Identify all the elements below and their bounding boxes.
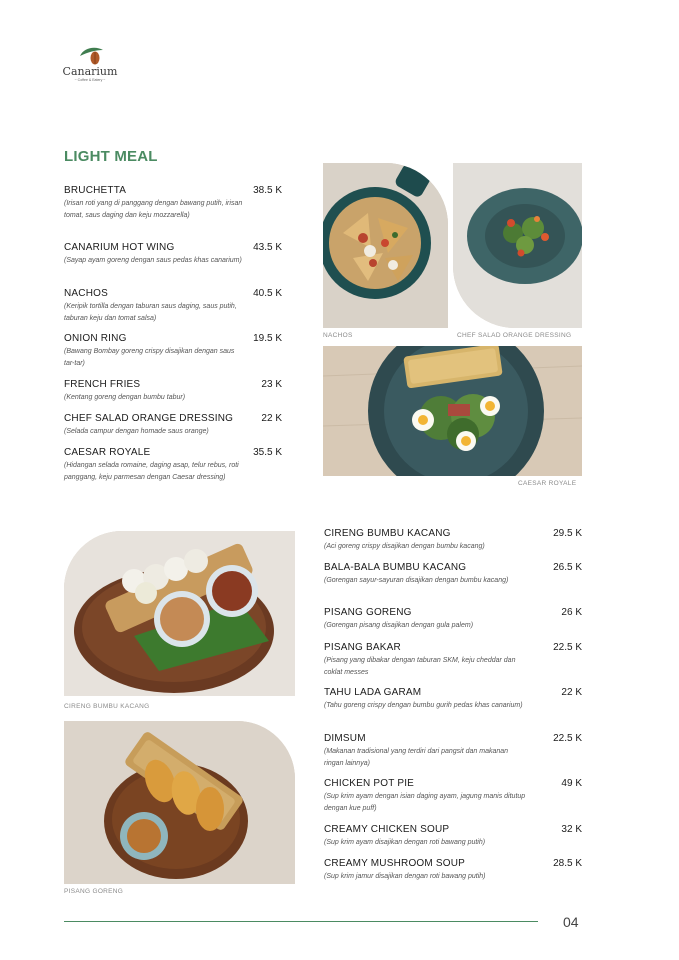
menu-item-description: (Sup krim ayam dengan isian daging ayam, jagung manis ditutup dengan kue puff) [324,793,526,812]
menu-item-price: 23 K [261,379,282,390]
menu-item-description: (Makanan tradisional yang terdiri dari pangsit dan makanan ringan lainnya) [324,748,509,767]
menu-item-price: 22 K [261,413,282,424]
menu-item-price: 29.5 K [553,528,582,539]
menu-item-name: PISANG GORENG [324,607,412,618]
menu-item [64,379,282,404]
menu-item-name: CAESAR ROYALE [64,447,151,458]
menu-item [64,447,282,483]
menu-item-description: (Tahu goreng crispy dengan bumbu gurih pedas khas canarium) [324,702,523,709]
menu-item-price: 32 K [561,824,582,835]
caesar-photo [323,346,582,476]
footer-divider [64,921,538,922]
cireng-photo [64,531,295,696]
menu-item-description: (Pisang yang dibakar dengan taburan SKM, keju cheddar dan coklat messes [324,657,516,676]
menu-item-price: 40.5 K [253,288,282,299]
menu-item [324,607,582,632]
menu-item-name: CANARIUM HOT WING [64,242,175,253]
menu-item [324,562,582,587]
menu-item-description: (Bawang Bombay goreng crispy disajikan dengan saus tar-tar) [64,348,235,367]
menu-item [324,687,582,712]
nachos-illustration [323,163,448,328]
menu-item-name: CREAMY CHICKEN SOUP [324,824,450,835]
menu-item-description: (Sayap ayam goreng dengan saus pedas khas canarium) [64,257,242,264]
menu-item-price: 19.5 K [253,333,282,344]
menu-item [324,858,582,883]
cireng-illustration [64,531,295,696]
menu-item-description: (Kentang goreng dengan bumbu tabur) [64,394,186,401]
brand-tagline: ~ Coffee & Eatery ~ [74,78,106,82]
menu-item-price: 26 K [561,607,582,618]
menu-item-name: CIRENG BUMBU KACANG [324,528,451,539]
menu-item-description: (Sup krim ayam disajikan dengan roti bawang putih) [324,839,486,846]
menu-item-description: (Gorengan sayur-sayuran disajikan dengan bumbu kacang) [324,577,509,584]
menu-item-description: (Gorengan pisang disajikan dengan gula palem) [324,622,474,629]
photo-caption: CAESAR ROYALE [518,480,577,487]
menu-item-name: FRENCH FRIES [64,379,141,390]
menu-item-name: CHICKEN POT PIE [324,778,415,789]
menu-item-price: 38.5 K [253,185,282,196]
nachos-photo [323,163,448,328]
menu-item-description: (Hidangan selada romaine, daging asap, telur rebus, roti panggang, keju parmesan dengan Caesar dressing) [64,462,239,481]
menu-item-name: TAHU LADA GARAM [324,687,422,698]
menu-item [64,413,282,438]
menu-item-description: (Aci goreng crispy disajikan dengan bumbu kacang) [324,543,485,550]
chef-salad-illustration [453,163,582,328]
menu-item [64,288,282,324]
menu-item-description: (Sup krim jamur disajikan dengan roti bawang putih) [324,873,486,880]
photo-caption: CHEF SALAD ORANGE DRESSING [457,332,572,339]
menu-item-price: 26.5 K [553,562,582,573]
menu-item-price: 28.5 K [553,858,582,869]
photo-caption: PISANG GORENG [64,888,124,895]
menu-item [64,242,282,267]
chef-salad-photo [453,163,582,328]
menu-item-price: 22.5 K [553,642,582,653]
menu-item-price: 22.5 K [553,733,582,744]
menu-item-name: DIMSUM [324,733,366,744]
menu-item-description: (Keripik tortilla dengan taburan saus daging, saus putih, taburan keju dan tomat salsa) [64,303,237,322]
page-number: 04 [563,914,579,930]
menu-item-price: 22 K [561,687,582,698]
menu-item-price: 43.5 K [253,242,282,253]
menu-item [324,528,582,553]
cocoa-leaf-icon [76,44,106,66]
menu-item-name: CHEF SALAD ORANGE DRESSING [64,413,234,424]
menu-item [324,778,582,814]
menu-item-description: (Irisan roti yang di panggang dengan bawang putih, irisan tomat, saus daging dan keju mozzarella) [64,200,243,219]
menu-item-name: CREAMY MUSHROOM SOUP [324,858,466,869]
brand-logo [62,44,118,86]
caesar-illustration [323,346,582,476]
menu-item-name: PISANG BAKAR [324,642,401,653]
brand-name: Canarium [62,65,118,78]
menu-item-name: NACHOS [64,288,108,299]
menu-item-price: 49 K [561,778,582,789]
menu-item [64,185,282,221]
menu-item [324,733,582,769]
menu-item-description: (Selada campur dengan homade saus orange) [64,428,209,435]
pisang-goreng-illustration [64,721,295,884]
menu-item-name: BALA-BALA BUMBU KACANG [324,562,467,573]
menu-item-name: BRUCHETTA [64,185,127,196]
menu-item-name: ONION RING [64,333,127,344]
menu-item [64,333,282,369]
menu-item [324,824,582,849]
menu-item-price: 35.5 K [253,447,282,458]
menu-item [324,642,582,678]
photo-caption: CIRENG BUMBU KACANG [64,703,150,710]
pisang-goreng-photo [64,721,295,884]
section-title: LIGHT MEAL [64,148,158,165]
photo-caption: NACHOS [323,332,353,339]
